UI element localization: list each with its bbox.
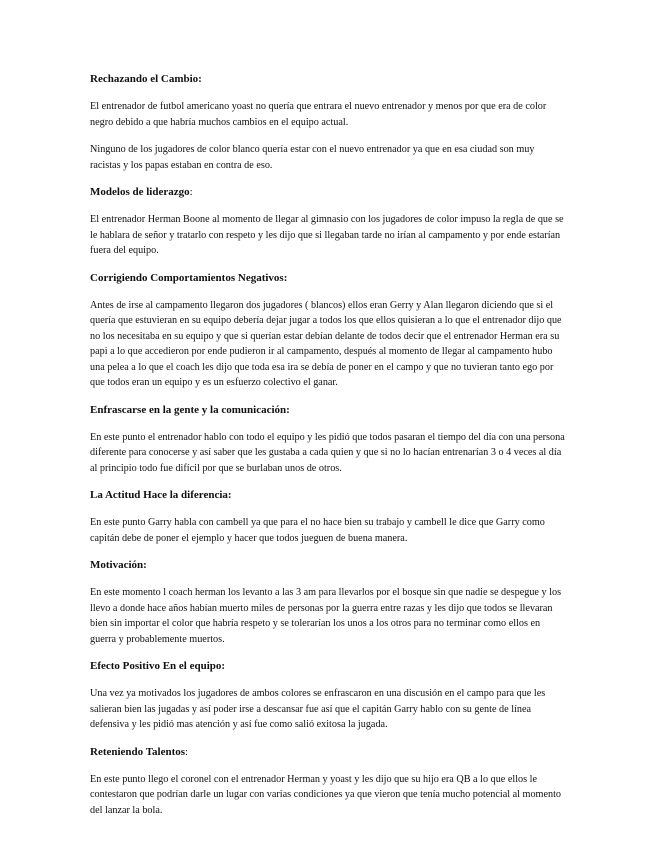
section-rechazando <box>90 72 565 173</box>
section-motivacion <box>90 558 565 647</box>
paragraph: En este momento l coach herman los levanto a las 3 am para llevarlos por el bosque sin que nadie se despegue y los llevo a donde hace años habían muerto miles de personas por la guerra entre razas y les dijo que todos se llevaran bien sin importar el color que habría respeto y se tolerarían los unos a los otros para no terminar como ellos en guerra y probablemente muertos. <box>90 587 562 645</box>
paragraph: Antes de irse al campamento llegaron dos jugadores ( blancos) ellos eran Gerry y Alan llegaron diciendo que si el quería que estuvieran en su equipo debería dejar jugar a todos los que ellos quisieran a lo que el entrenador dijo que no los necesitaba en su equipo y que si querían estar debían delante de todos decir que el entrenador Herman era su papi a lo que accedieron por ende pudieron ir al campamento, después al momento de llegar al campamento hubo una pelea a lo que el coach les dijo que toda esa ira se debía de poner en el campo y que no tuvieran tanto ego por que todos eran un equipo y es un esfuerzo colectivo el ganar. <box>90 299 562 388</box>
section-actitud <box>90 488 565 546</box>
section-heading: Modelos de liderazgo: <box>90 186 193 198</box>
paragraph: En este punto el entrenador hablo con todo el equipo y les pidió que todos pasaran el tiempo del día con una persona diferente para conocerse y así saber que les gustaba a cada quien y que si no lo hacían entrenarían 3 o 4 veces al día al principio todo fue difícil por que se burlaban unos de otros. <box>90 431 565 474</box>
section-heading: Enfrascarse en la gente y la comunicación: <box>90 403 290 416</box>
section-heading: Corrigiendo Comportamientos Negativos: <box>90 271 288 284</box>
section-heading: La Actitud Hace la diferencia: <box>90 489 232 501</box>
paragraph: El entrenador de futbol americano yoast no quería que entrara el nuevo entrenador y menos por que era de color negro debido a que habría muchos cambios en el equipo actual. <box>90 101 547 128</box>
section-heading: Motivación: <box>90 559 147 571</box>
section-reteniendo <box>90 745 565 819</box>
section-enfrascarse <box>90 403 565 477</box>
paragraph: Ninguno de los jugadores de color blanco quería estar con el nuevo entrenador ya que en esa ciudad son muy racistas y los papas estaban en contra de eso. <box>90 144 535 171</box>
document-page <box>90 72 565 830</box>
section-corrigiendo <box>90 271 565 391</box>
paragraph: Una vez ya motivados los jugadores de ambos colores se enfrascaron en una discusión en el campo para que les salieran bien las jugadas y así poder irse a descansar fue así que el capitán Garry hablo con su gente de línea defensiva y les pidió mas atención y así fue como salió exitosa la jugada. <box>90 688 546 730</box>
section-heading: Efecto Positivo En el equipo: <box>90 660 226 672</box>
section-heading: Reteniendo Talentos: <box>90 745 189 758</box>
section-modelos <box>90 185 565 259</box>
section-efecto <box>90 659 565 733</box>
paragraph: En este punto llego el coronel con el entrenador Herman y yoast y les dijo que su hijo era QB a lo que ellos le contestaron que podrían darle un lugar con varias condiciones ya que vieron que tenía mucho potencial al momento del lanzar la bola. <box>90 773 562 816</box>
paragraph: El entrenador Herman Boone al momento de llegar al gimnasio con los jugadores de color impuso la regla de que se le hablara de señor y tratarlo con respeto y les dijo que si llegaban tarde no irían al campamento y por ende estarían fuera del equipo. <box>90 214 564 256</box>
section-heading: Rechazando el Cambio: <box>90 73 202 85</box>
paragraph: En este punto Garry habla con cambell ya que para el no hace bien su trabajo y cambell le dice que Garry como capitán debe de poner el ejemplo y hacer que todos jueguen de buena manera. <box>90 517 545 544</box>
